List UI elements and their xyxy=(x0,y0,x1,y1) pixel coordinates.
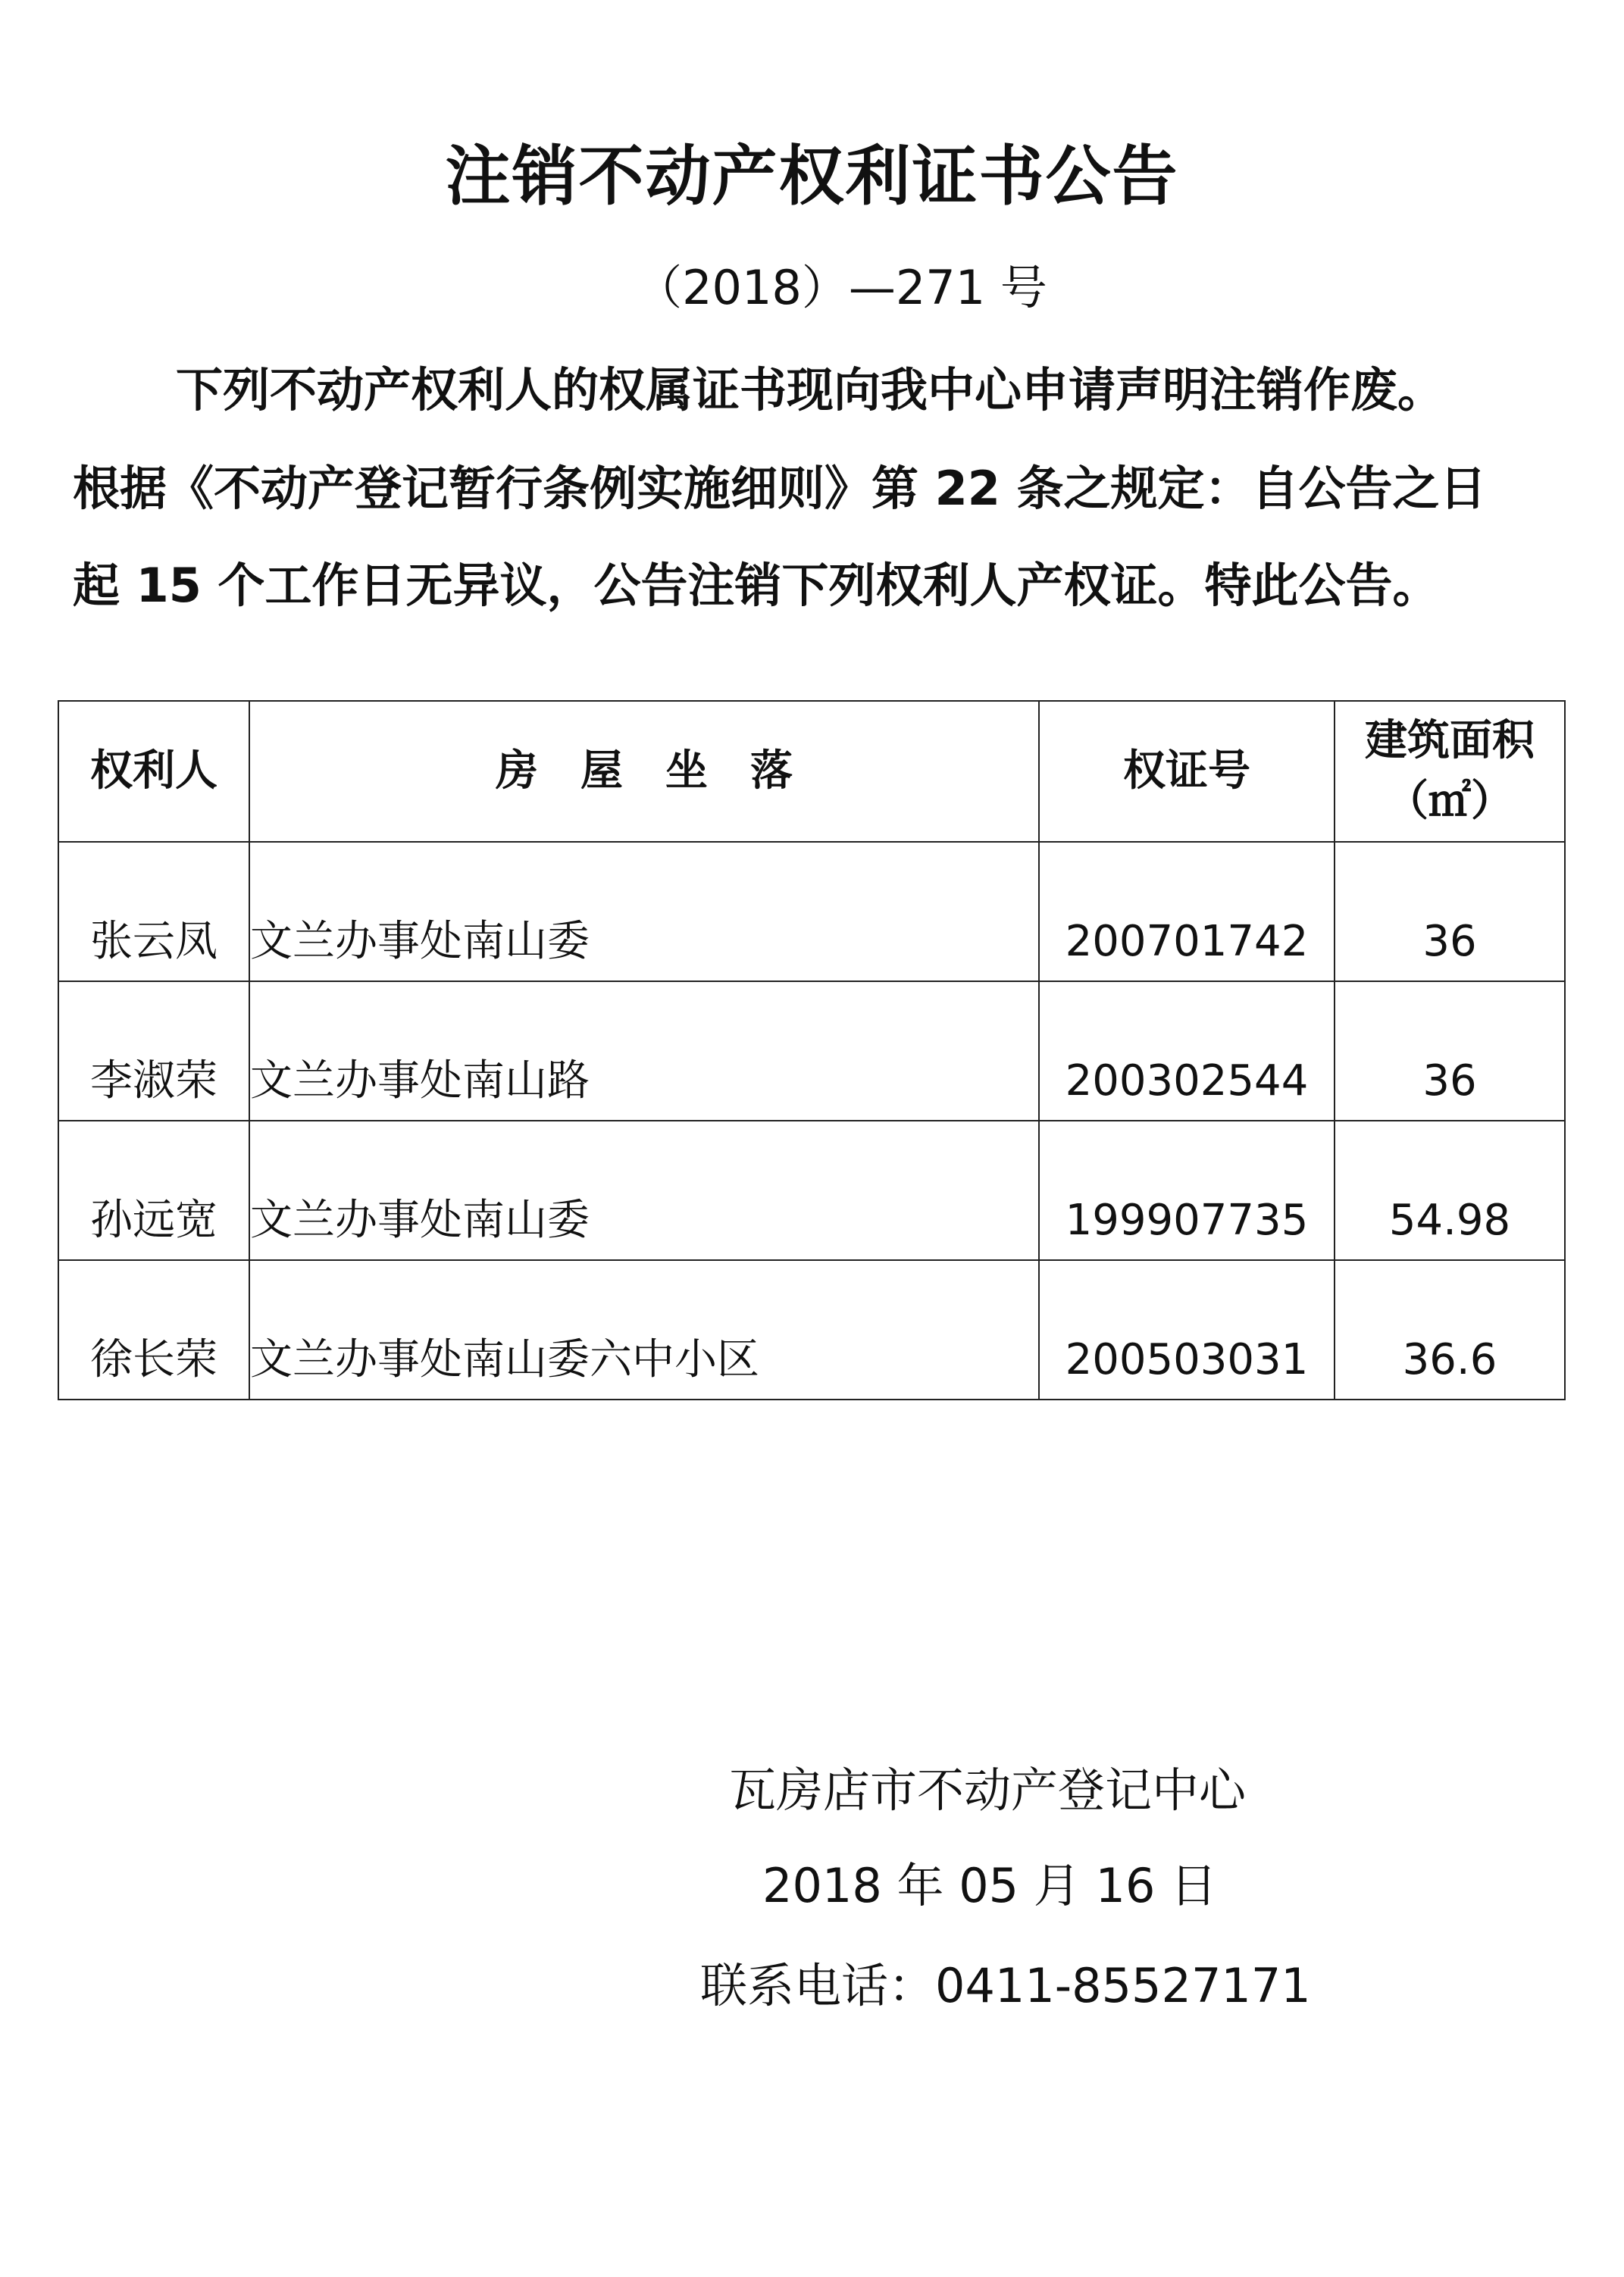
header-owner: 权利人 xyxy=(58,701,249,842)
header-area xyxy=(1335,701,1565,842)
row-area: 54.98 xyxy=(1335,1121,1565,1260)
row-owner: 张云凤 xyxy=(58,842,249,981)
header-certificate: 权证号 xyxy=(1039,701,1335,842)
notice-title: 注销不动产权利证书公告 xyxy=(445,139,1179,214)
row-address: 文兰办事处南山委六中小区 xyxy=(249,1260,1039,1400)
row-owner: 孙远宽 xyxy=(58,1121,249,1260)
row-area: 36 xyxy=(1335,981,1565,1121)
table-row xyxy=(58,842,1565,981)
contact-phone: 联系电话：0411-85527171 xyxy=(700,1958,1311,2013)
row-owner: 徐长荣 xyxy=(58,1260,249,1400)
header-area-label: 建筑面积 xyxy=(1365,716,1535,765)
row-address: 文兰办事处南山委 xyxy=(249,1121,1039,1260)
issue-date: 2018 年 05 月 16 日 xyxy=(762,1858,1218,1913)
row-certificate: 200503031 xyxy=(1039,1260,1335,1400)
notice-paragraph-line-1: 下列不动产权利人的权属证书现向我中心申请声明注销作废。 xyxy=(176,362,1445,418)
row-area: 36.6 xyxy=(1335,1260,1565,1400)
row-address: 文兰办事处南山路 xyxy=(249,981,1039,1121)
row-owner: 李淑荣 xyxy=(58,981,249,1121)
notice-number: （2018）—271 号 xyxy=(635,260,1047,315)
row-certificate: 200701742 xyxy=(1039,842,1335,981)
issuing-organization: 瓦房店市不动产登记中心 xyxy=(729,1762,1247,1818)
header-address: 房屋坐落 xyxy=(249,701,1039,842)
row-certificate: 199907735 xyxy=(1039,1121,1335,1260)
table-row xyxy=(58,1121,1565,1260)
notice-paragraph-line-2: 根据《不动产登记暂行条例实施细则》第 22 条之规定：自公告之日 xyxy=(73,461,1487,516)
row-address: 文兰办事处南山委 xyxy=(249,842,1039,981)
header-area-unit: （㎡） xyxy=(1386,777,1513,826)
notice-paragraph-line-3: 起 15 个工作日无异议，公告注销下列权利人产权证。特此公告。 xyxy=(73,558,1440,613)
certificate-table xyxy=(58,700,1566,1400)
row-area: 36 xyxy=(1335,842,1565,981)
table-row xyxy=(58,1260,1565,1400)
row-certificate: 200302544 xyxy=(1039,981,1335,1121)
table-header-row xyxy=(58,701,1565,842)
table-row xyxy=(58,981,1565,1121)
